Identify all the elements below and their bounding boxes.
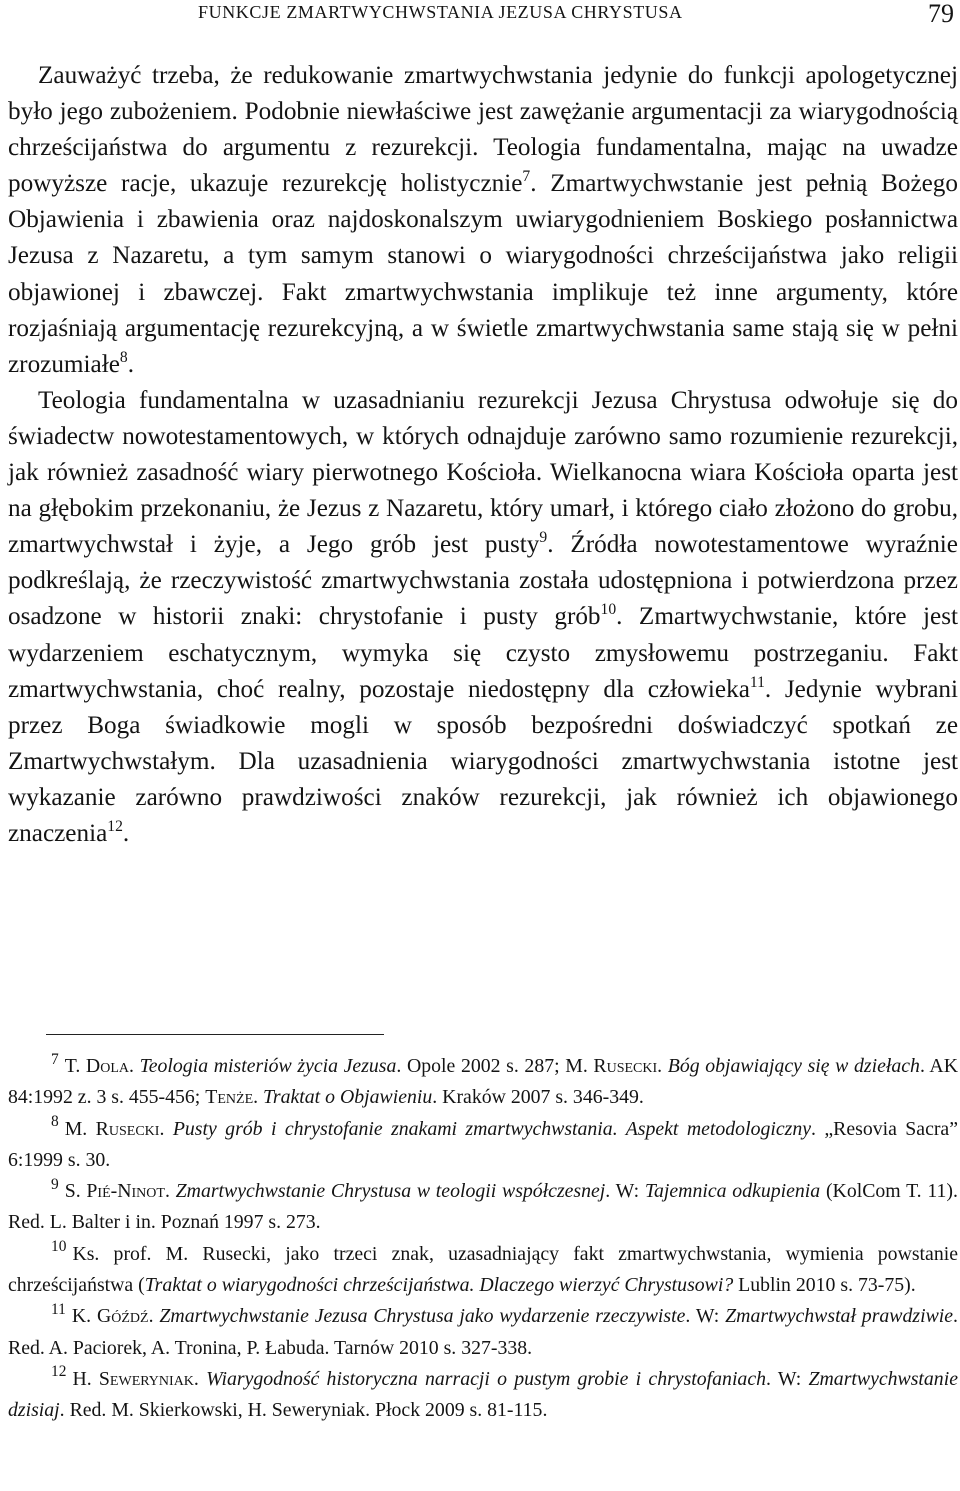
footnote-7: [8, 1051, 958, 1114]
footnote-ref: 7: [522, 168, 531, 186]
footnote-9: [8, 1176, 958, 1239]
paragraph-1: [8, 58, 958, 383]
footnote-text-run: Tenże: [205, 1086, 254, 1109]
footnote-text-run: . AK 84:1992 z. 3 s. 455-456;: [8, 1055, 958, 1109]
footnote-12: [8, 1364, 958, 1427]
text-run: .: [122, 819, 130, 847]
text-run: . Jedynie wybrani przez Boga świadkowie mogli w sposób bezpośredni doświadczyć spotkań ze Zmartwychwstałym. Dla uzasadnienia wiarygodności zmartwychwstania istotne jest wykazanie zarówno prawdziwości znaków rezurekcji, jak również ich objawionego znaczenia: [8, 675, 958, 847]
footnote-text-run: .: [164, 1180, 176, 1203]
footnote-text-run: Zmartwychwstanie dzisiaj: [8, 1367, 958, 1422]
footnote-number: 11: [51, 1300, 66, 1318]
footnote-text-run: . W:: [766, 1367, 809, 1390]
footnote-text-run: . „Resovia Sacra” 6:1999 s. 30.: [8, 1117, 958, 1171]
footnote-separator: [46, 1034, 384, 1035]
footnote-text-run: S.: [64, 1180, 87, 1203]
footnote-number: 10: [51, 1238, 67, 1256]
footnote-text-run: . W:: [685, 1305, 726, 1328]
footnote-number: 7: [51, 1050, 59, 1068]
running-header: [8, 2, 958, 30]
footnote-text-run: H.: [72, 1367, 99, 1390]
footnote-11: [8, 1301, 958, 1364]
footnote-text-run: .: [148, 1305, 160, 1328]
text-run: . Źródła nowotestamentowe wyraźnie podkreślają, że rzeczywistość zmartwychwstania została udostępniona i potwierdzona przez osadzone w historii znaki: chrystofanie i pusty grób: [8, 531, 958, 631]
footnote-text-run: . Red. A. Paciorek, A. Tronina, P. Łabuda. Tarnów 2010 s. 327-338.: [8, 1305, 958, 1359]
footnote-ref: 8: [119, 348, 128, 366]
footnote-ref: 10: [600, 601, 617, 619]
footnote-text-run: Lublin 2010 s. 73-75).: [733, 1274, 916, 1297]
footnotes: [8, 1051, 958, 1427]
footnote-text-run: . Red. M. Skierkowski, H. Seweryniak. Płock 2009 s. 81-115.: [59, 1399, 548, 1422]
footnote-text-run: Traktat o Objawieniu: [263, 1086, 433, 1109]
footnote-text-run: . Opole 2002 s. 287; M.: [396, 1055, 594, 1077]
footnote-text-run: Tajemnica odkupienia: [644, 1180, 821, 1203]
footnote-text-run: Teologia misteriów życia Jezusa: [139, 1055, 397, 1077]
footnote-text-run: Rusecki: [95, 1117, 160, 1140]
footnote-text-run: Góźdź: [96, 1305, 149, 1328]
footnote-10: [8, 1239, 958, 1302]
footnote-text-run: Zmartwychwstanie Chrystusa w teologii współczesnej: [175, 1180, 606, 1203]
footnote-8: [8, 1114, 958, 1177]
footnote-ref: 9: [539, 529, 548, 547]
footnote-text-run: Dola: [85, 1055, 129, 1077]
paragraph-2: [8, 383, 958, 852]
footnote-text-run: Bóg objawiający się w dziełach: [667, 1055, 920, 1077]
footnote-text-run: Pusty grób i chrystofanie znakami zmartwychwstania. Aspekt metodologiczny: [172, 1117, 811, 1140]
footnote-ref: 12: [107, 817, 123, 835]
footnote-number: 8: [51, 1113, 59, 1131]
footnote-text-run: . Kraków 2007 s. 346-349.: [432, 1086, 644, 1109]
footnote-text-run: Wiarygodność historyczna narracji o pustym grobie i chrystofaniach: [206, 1367, 766, 1390]
running-title: FUNKCJE ZMARTWYCHWSTANIA JEZUSA CHRYSTUSA: [198, 2, 683, 22]
footnote-text-run: Rusecki: [593, 1055, 658, 1077]
footnote-text-run: Pié-Ninot: [86, 1180, 165, 1203]
text-run: . Zmartwychwstanie jest pełnią Bożego Objawienia i zbawienia oraz najdoskonalszym uwiarygodnieniem Boskiego posłannictwa Jezusa z Nazaretu, a tym samym stanowi o wiarygodności chrześcijaństwa jako religii objawionej i zbawczej. Fakt zmartwychwstania implikuje też inne argumenty, które rozjaśniają argumentację rezurekcyjną, a w świetle zmartwychwstania same stają się w pełni zrozumiałe: [8, 170, 958, 378]
footnote-text-run: (KolCom T. 11). Red. L. Balter i in. Poznań 1997 s. 273.: [8, 1180, 958, 1234]
footnote-text-run: .: [657, 1055, 668, 1077]
footnote-text-run: M.: [64, 1117, 96, 1140]
footnote-text-run: Zmartwychwstanie Jezusa Chrystusa jako wydarzenie rzeczywiste: [159, 1305, 686, 1328]
footnote-text-run: .: [193, 1367, 207, 1390]
text-run: .: [127, 350, 134, 378]
footnote-text-run: .: [128, 1055, 140, 1077]
footnote-number: 12: [51, 1363, 67, 1381]
footnote-text-run: Zmartwychwstał prawdziwie: [725, 1305, 954, 1328]
page-number: 79: [928, 0, 954, 28]
footnote-text-run: T.: [64, 1055, 86, 1077]
text-run: Teologia fundamentalna w uzasadnianiu rezurekcji Jezusa Chrystusa odwołuje się do świadectw nowotestamentowych, w których odnajduje zarówno samo rozumienie rezurekcji, jak również zasadność wiary pierwotnego Kościoła. Wielkanocna wiara Kościoła oparta jest na głębokim przekonaniu, że Jezus z Nazaretu, który umarł, i którego ciało złożono do grobu, zmartwychwstał i żyje, a Jego grób jest pusty: [8, 386, 958, 559]
footnote-text-run: . W:: [605, 1180, 645, 1203]
footnote-text-run: .: [159, 1117, 173, 1140]
footnote-text-run: Seweryniak: [98, 1367, 194, 1390]
text-run: . Zmartwychwstanie, które jest wydarzeniem eschatycznym, wymyka się czysto zmysłowemu postrzeganiu. Fakt zmartwychwstania, choć realny, pozostaje niedostępny dla człowieka: [8, 603, 958, 703]
footnote-text-run: Traktat o wiarygodności chrześcijaństwa. Dlaczego wierzyć Chrystusowi?: [144, 1274, 734, 1297]
footnote-text-run: Ks. prof. M. Rusecki, jako trzeci znak, uzasadniający fakt zmartwychwstania, wymienia powstanie chrześcijaństwa (: [8, 1242, 958, 1297]
footnote-ref: 11: [749, 673, 765, 691]
footnote-number: 9: [51, 1175, 59, 1193]
footnote-text-run: .: [253, 1086, 264, 1109]
main-text: [8, 58, 958, 852]
footnote-text-run: K.: [71, 1305, 97, 1328]
text-run: Zauważyć trzeba, że redukowanie zmartwychwstania jedynie do funkcji apologetycznej było jego zubożeniem. Podobnie niewłaściwe jest zawężanie argumentacji za wiarygodnością chrześcijaństwa do argumentu z rezurekcji. Teologia fundamentalna, mając na uwadze powyższe racje, ukazuje rezurekcję holistycznie: [8, 62, 958, 198]
